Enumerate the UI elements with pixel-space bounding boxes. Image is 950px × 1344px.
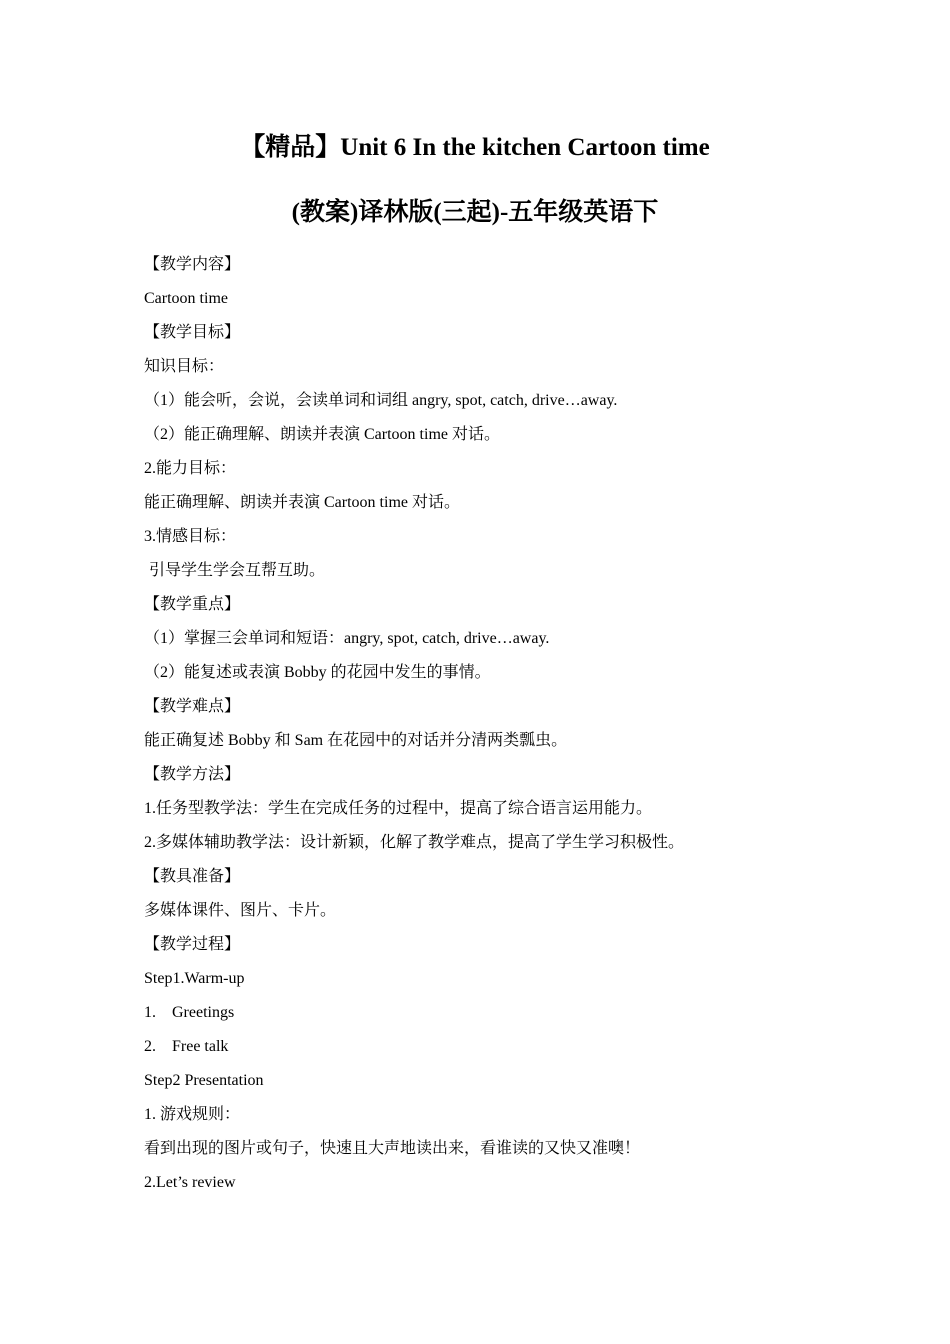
knowledge-objective-2: （2）能正确理解、朗读并表演 Cartoon time 对话。 bbox=[144, 426, 500, 443]
heading-difficulties: 【教学难点】 bbox=[144, 698, 241, 715]
teaching-materials-text: 多媒体课件、图片、卡片。 bbox=[144, 902, 337, 919]
heading-teaching-materials: 【教具准备】 bbox=[144, 868, 241, 885]
emotion-objective-text: 引导学生学会互帮互助。 bbox=[149, 562, 326, 579]
ability-objective-label: 2.能力目标： bbox=[144, 460, 237, 477]
heading-key-points: 【教学重点】 bbox=[144, 596, 241, 613]
step1-list-item bbox=[144, 1033, 824, 1067]
knowledge-objective-label: 知识目标： bbox=[144, 358, 225, 375]
document-title-line-1: 【精品】Unit 6 In the kitchen Cartoon time bbox=[240, 134, 710, 161]
teaching-method-1: 1.任务型教学法：学生在完成任务的过程中，提高了综合语言运用能力。 bbox=[144, 800, 653, 817]
teaching-content-text: Cartoon time bbox=[144, 290, 228, 307]
heading-teaching-objectives: 【教学目标】 bbox=[144, 324, 241, 341]
step1-item-1-number: 1. bbox=[144, 1004, 156, 1021]
heading-teaching-content: 【教学内容】 bbox=[144, 256, 241, 273]
lets-review-heading: 2.Let’s review bbox=[144, 1174, 236, 1191]
game-rules-text: 看到出现的图片或句子，快速且大声地读出来，看谁读的又快又准噢！ bbox=[144, 1140, 641, 1157]
step1-item-1-text: Greetings bbox=[172, 1004, 235, 1021]
emotion-objective-label: 3.情感目标： bbox=[144, 528, 237, 545]
knowledge-objective-1: （1）能会听，会说，会读单词和词组 angry, spot, catch, drive…away. bbox=[144, 392, 618, 409]
step1-item-2-text: Free talk bbox=[172, 1038, 229, 1055]
heading-teaching-process: 【教学过程】 bbox=[144, 936, 241, 953]
step1-heading: Step1.Warm-up bbox=[144, 970, 245, 987]
game-rules-label: 1. 游戏规则： bbox=[144, 1106, 241, 1123]
key-point-2: （2）能复述或表演 Bobby 的花园中发生的事情。 bbox=[144, 664, 491, 681]
document-body bbox=[144, 251, 824, 1203]
document-title-line-2: (教案)译林版(三起)-五年级英语下 bbox=[291, 199, 659, 226]
teaching-method-2: 2.多媒体辅助教学法：设计新颖，化解了教学难点，提高了学生学习积极性。 bbox=[144, 834, 685, 851]
difficulty-text: 能正确复述 Bobby 和 Sam 在花园中的对话并分清两类瓢虫。 bbox=[144, 732, 568, 749]
ability-objective-text: 能正确理解、朗读并表演 Cartoon time 对话。 bbox=[144, 494, 460, 511]
step1-list-item bbox=[144, 999, 824, 1033]
key-point-1: （1）掌握三会单词和短语：angry, spot, catch, drive…away. bbox=[144, 630, 550, 647]
step1-item-2-number: 2. bbox=[144, 1038, 156, 1055]
heading-teaching-methods: 【教学方法】 bbox=[144, 766, 241, 783]
step2-heading: Step2 Presentation bbox=[144, 1072, 264, 1089]
